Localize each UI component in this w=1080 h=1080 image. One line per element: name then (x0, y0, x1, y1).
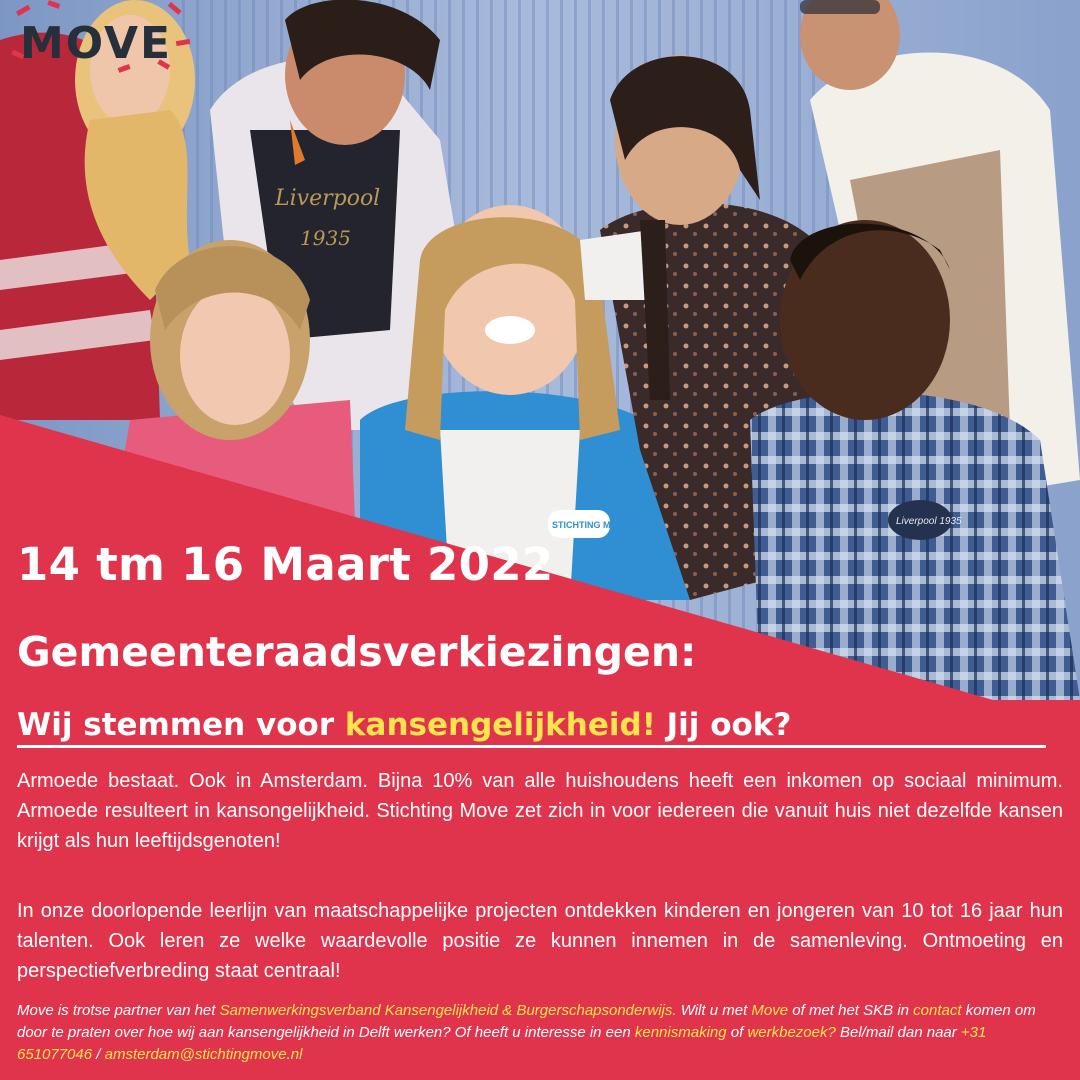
footer-link-skb[interactable]: Samenwerkingsverband Kansengelijkheid & Burgerschapsonderwijs. (219, 1002, 677, 1019)
footer-text-2: Wilt u met (676, 1002, 752, 1019)
footer-email-link[interactable]: amsterdam@stichtingmove.nl (104, 1046, 303, 1063)
footer-text-6: Bel/mail dan naar (835, 1024, 961, 1041)
body-paragraph-2: In onze doorlopende leerlijn van maatschappelijke projecten ontdekken kinderen en jongeren van 10 tot 16 jaar hun talenten. Ook leren ze welke waardevolle positie ze kunnen innemen in de samenleving. Ontmoeting en perspectiefverbreding staat centraal! (17, 900, 1063, 982)
event-subheading (17, 707, 791, 743)
footer-link-werkbezoek[interactable]: werkbezoek? (747, 1024, 836, 1041)
footer-text-7: / (92, 1046, 105, 1063)
shirt-patch-text: Liverpool 1935 (896, 516, 962, 527)
footer-text-4: komen om door te praten over hoe wij aan kansengelijkheid in Delft werken? Of heeft u interesse in een (17, 1002, 1036, 1041)
svg-text:Liverpool: Liverpool (275, 186, 381, 211)
svg-text:1935: 1935 (300, 226, 351, 250)
footer-text-5: of (726, 1024, 748, 1041)
footer-note (17, 1000, 1063, 1066)
footer-text-1: Move is trotse partner van het (17, 1002, 220, 1019)
footer-phone-link[interactable]: +31 651077046 (17, 1024, 987, 1063)
vest-badge-text: STICHTING MOVE (552, 520, 630, 530)
body-paragraph-1: Armoede bestaat. Ook in Amsterdam. Bijna 10% van alle huishoudens heeft een inkomen op sociaal minimum. Armoede resulteert in kansongelijkheid. Stichting Move zet zich in voor iedereen die vanuit huis niet dezelfde kansen krijgt als hun leeftijdsgenoten! (17, 770, 1063, 852)
subheading-suffix: Jij ook? (655, 707, 792, 743)
move-logo (8, 0, 198, 80)
footer-link-kennismaking[interactable]: kennismaking (634, 1024, 727, 1041)
subheading-prefix: Wij stemmen voor (17, 707, 345, 743)
subheading-highlight: kansengelijkheid! (344, 707, 656, 743)
footer-text-3: of met het SKB in (788, 1002, 914, 1019)
heading-underline (17, 745, 1046, 748)
event-heading: Gemeenteraadsverkiezingen: (17, 628, 697, 676)
footer-link-contact[interactable]: contact (913, 1002, 962, 1019)
event-date: 14 tm 16 Maart 2022 (17, 538, 554, 591)
footer-link-move[interactable]: Move (751, 1002, 789, 1019)
logo-text: MOVE (20, 18, 173, 69)
